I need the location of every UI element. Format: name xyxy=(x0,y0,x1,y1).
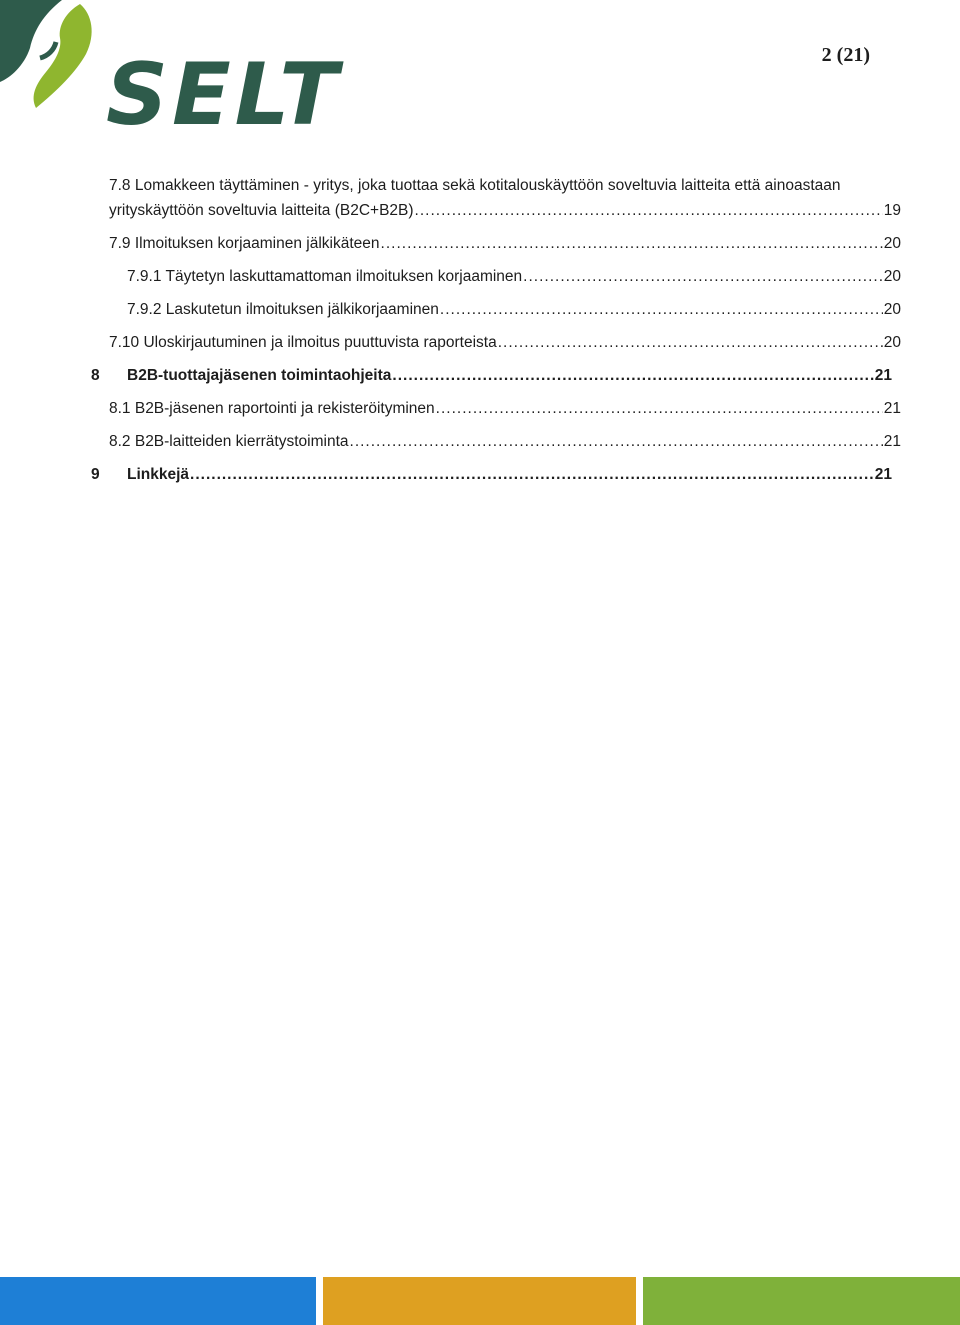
toc-entry-7-10[interactable] xyxy=(109,334,901,352)
toc-leader-dots xyxy=(350,433,883,451)
toc-chapter-number: 9 xyxy=(91,466,100,483)
toc-entry-text: 7.9.2 Laskutetun ilmoituksen jälkikorjaaminen xyxy=(127,301,439,318)
toc-entry-text: Linkkejä xyxy=(127,466,190,483)
toc-entry-text: 7.9 Ilmoituksen korjaaminen jälkikäteen xyxy=(109,235,380,252)
footer-bar-green xyxy=(643,1277,960,1325)
toc-page-number: 21 xyxy=(883,400,901,417)
toc-entry-text: 7.8 Lomakkeen täyttäminen - yritys, joka tuottaa sekä kotitalouskäyttöön soveltuvia laitteita että ainoastaan xyxy=(109,177,841,194)
toc-page-number: 21 xyxy=(883,433,901,450)
toc-page-number: 21 xyxy=(874,367,892,384)
toc-entry-text: 7.10 Uloskirjautuminen ja ilmoitus puuttuvista raporteista xyxy=(109,334,497,351)
toc-page-number: 21 xyxy=(874,466,892,483)
toc-entry-7-9[interactable] xyxy=(109,235,901,253)
toc-entry-text: B2B-tuottajajäsenen toimintaohjeita xyxy=(127,367,392,384)
toc-entry-text: 7.9.1 Täytetyn laskuttamattoman ilmoituksen korjaaminen xyxy=(127,268,523,285)
toc-entry-9[interactable] xyxy=(91,466,892,484)
toc-page-number: 20 xyxy=(883,235,901,252)
toc-entry-7-8[interactable] xyxy=(109,202,901,220)
toc-leader-dots xyxy=(440,301,883,319)
logo-wordmark: SELT xyxy=(106,45,342,145)
toc-chapter-number: 8 xyxy=(91,367,100,384)
toc-leader-dots xyxy=(523,268,883,286)
toc-entry-text: 8.2 B2B-laitteiden kierrätystoiminta xyxy=(109,433,349,450)
toc-entry-text: yrityskäyttöön soveltuvia laitteita (B2C+B2B) xyxy=(109,202,414,219)
toc-leader-dots xyxy=(381,235,883,253)
selt-logo-icon xyxy=(0,0,100,112)
toc-entry-text: 8.1 B2B-jäsenen raportointi ja rekisteröityminen xyxy=(109,400,435,417)
toc-entry-8-2[interactable] xyxy=(109,433,901,451)
footer-bar-blue xyxy=(0,1277,316,1325)
footer-bar-orange xyxy=(323,1277,636,1325)
toc-leader-dots xyxy=(415,202,883,220)
toc-entry-8-1[interactable] xyxy=(109,400,901,418)
toc-page-number: 20 xyxy=(883,268,901,285)
toc-entry-7-8-line1[interactable] xyxy=(109,177,901,195)
toc-page-number: 20 xyxy=(883,334,901,351)
toc-leader-dots xyxy=(190,466,874,484)
page-number: 2 (21) xyxy=(821,44,870,66)
toc-page-number: 20 xyxy=(883,301,901,318)
toc-entry-8[interactable] xyxy=(91,367,892,385)
toc-leader-dots xyxy=(392,367,873,385)
toc-entry-7-9-1[interactable] xyxy=(127,268,901,286)
toc-leader-dots xyxy=(436,400,883,418)
toc-entry-7-9-2[interactable] xyxy=(127,301,901,319)
toc-page-number: 19 xyxy=(883,202,901,219)
toc-leader-dots xyxy=(498,334,883,352)
